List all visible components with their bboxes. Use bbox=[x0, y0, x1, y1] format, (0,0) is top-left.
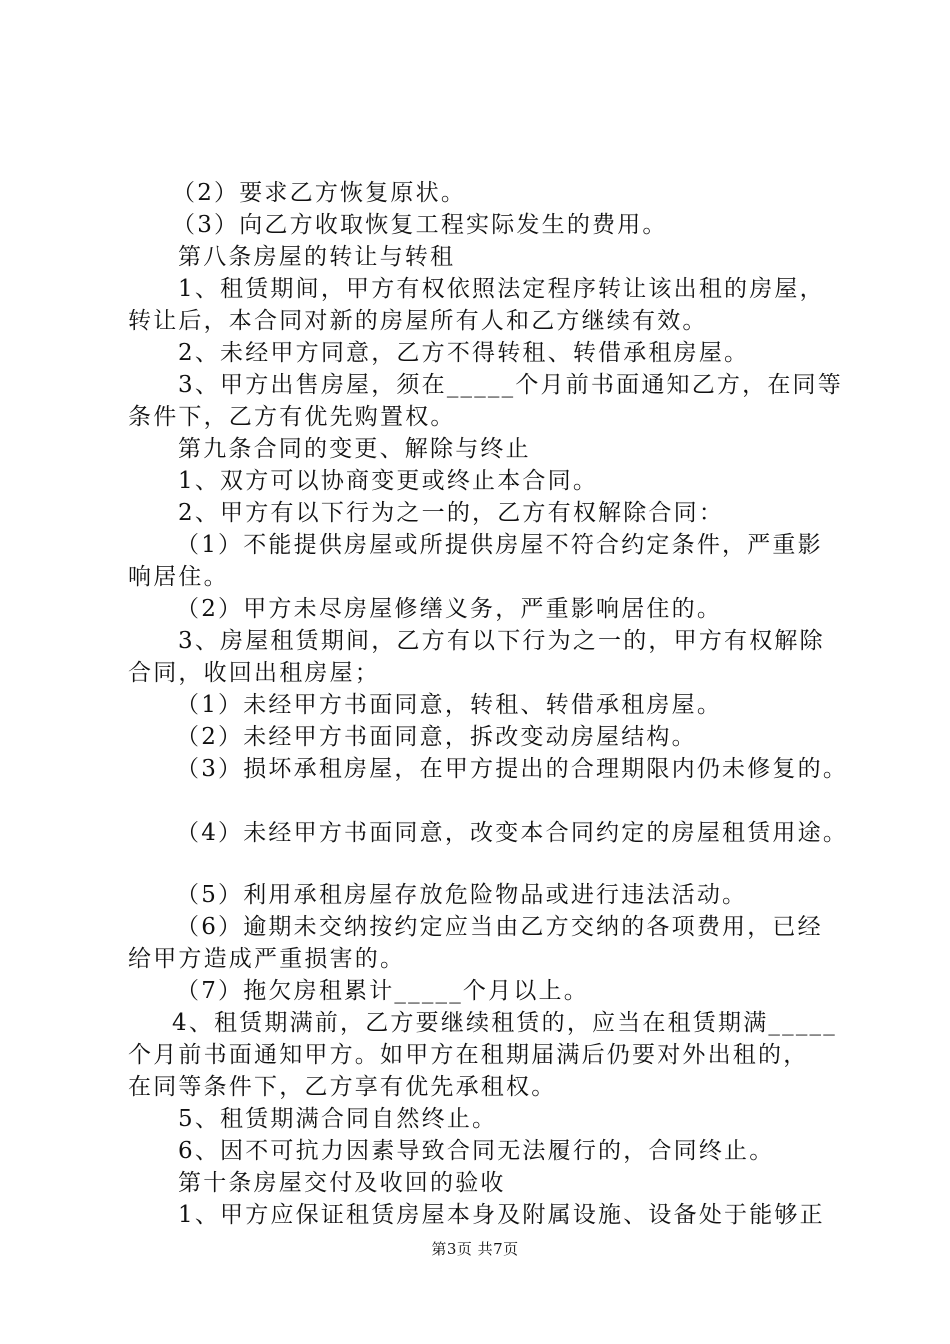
paragraph-line: 转让后，本合同对新的房屋所有人和乙方继续有效。 bbox=[128, 308, 708, 334]
paragraph-line: （7）拖欠房租累计_____个月以上。 bbox=[176, 978, 589, 1004]
paragraph-line: 在同等条件下，乙方享有优先承租权。 bbox=[128, 1074, 557, 1100]
paragraph-line: （3）损坏承租房屋，在甲方提出的合理期限内仍未修复的。 bbox=[176, 756, 849, 782]
paragraph-line: 3、甲方出售房屋，须在_____个月前书面通知乙方，在同等 bbox=[178, 372, 843, 398]
paragraph-line: 2、未经甲方同意，乙方不得转租、转借承租房屋。 bbox=[178, 340, 750, 366]
paragraph-line: （2）未经甲方书面同意，拆改变动房屋结构。 bbox=[176, 724, 697, 750]
page-number-footer: 第3页 共7页 bbox=[431, 1240, 519, 1258]
paragraph-line: 响居住。 bbox=[128, 564, 229, 590]
paragraph-line: 给甲方造成严重损害的。 bbox=[128, 946, 406, 972]
paragraph-line: （6）逾期未交纳按约定应当由乙方交纳的各项费用，已经 bbox=[176, 914, 823, 940]
section-heading: 第八条房屋的转让与转租 bbox=[178, 244, 456, 270]
paragraph-line: 3、房屋租赁期间，乙方有以下行为之一的，甲方有权解除 bbox=[178, 628, 825, 654]
paragraph-line: 1、双方可以协商变更或终止本合同。 bbox=[178, 468, 599, 494]
paragraph-line: 合同，收回出租房屋； bbox=[128, 660, 380, 686]
paragraph-line: 条件下，乙方有优先购置权。 bbox=[128, 404, 456, 430]
paragraph-line: （1）未经甲方书面同意，转租、转借承租房屋。 bbox=[176, 692, 723, 718]
paragraph-line: （2）甲方未尽房屋修缮义务，严重影响居住的。 bbox=[176, 596, 723, 622]
paragraph-line: 2、甲方有以下行为之一的，乙方有权解除合同： bbox=[178, 500, 725, 526]
section-heading: 第十条房屋交付及收回的验收 bbox=[178, 1170, 506, 1196]
paragraph-line: （2）要求乙方恢复原状。 bbox=[172, 180, 467, 206]
paragraph-line: 1、租赁期间，甲方有权依照法定程序转让该出租的房屋， bbox=[178, 276, 825, 302]
paragraph-line: 6、因不可抗力因素导致合同无法履行的，合同终止。 bbox=[178, 1138, 775, 1164]
paragraph-line: 5、租赁期满合同自然终止。 bbox=[178, 1106, 498, 1132]
paragraph-line: 个月前书面通知甲方。如甲方在租期届满后仍要对外出租的， bbox=[128, 1042, 809, 1068]
paragraph-line: 4、租赁期满前，乙方要继续租赁的，应当在租赁期满_____ bbox=[172, 1010, 837, 1036]
paragraph-line: 1、甲方应保证租赁房屋本身及附属设施、设备处于能够正 bbox=[178, 1202, 825, 1228]
section-heading: 第九条合同的变更、解除与终止 bbox=[178, 436, 531, 462]
paragraph-line: （3）向乙方收取恢复工程实际发生的费用。 bbox=[172, 212, 668, 238]
paragraph-line: （4）未经甲方书面同意，改变本合同约定的房屋租赁用途。 bbox=[176, 820, 849, 846]
paragraph-line: （5）利用承租房屋存放危险物品或进行违法活动。 bbox=[176, 882, 748, 908]
paragraph-line: （1）不能提供房屋或所提供房屋不符合约定条件，严重影 bbox=[176, 532, 823, 558]
